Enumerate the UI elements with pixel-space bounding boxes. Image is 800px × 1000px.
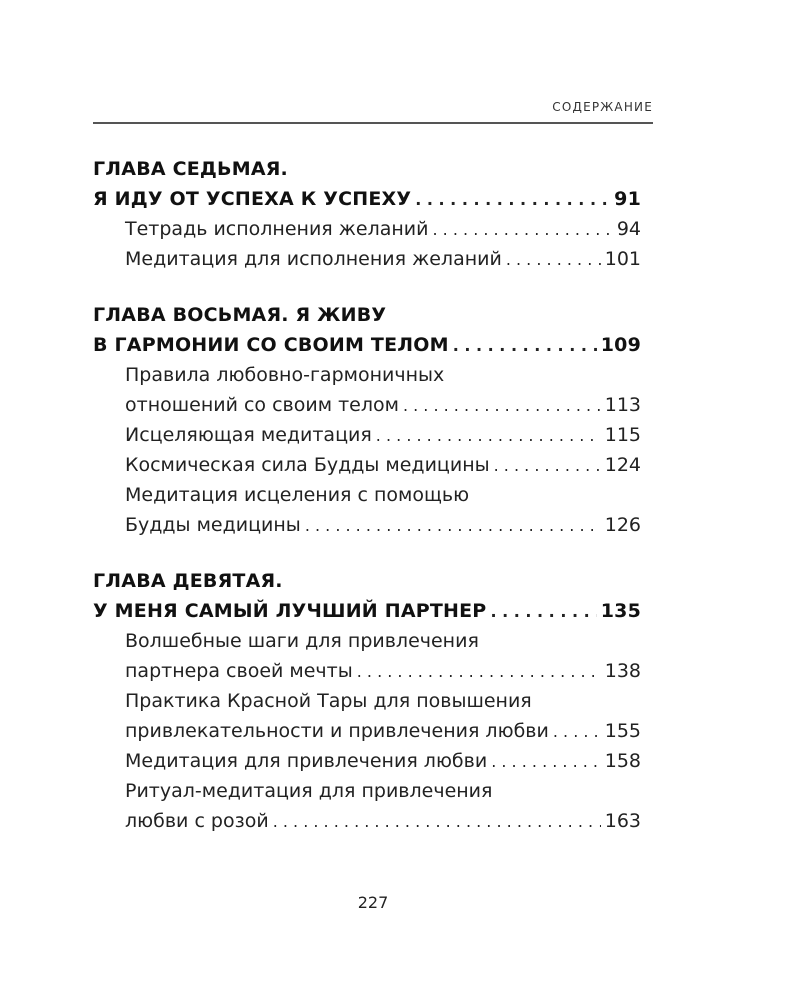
page <box>93 0 653 1000</box>
section-entry[interactable] <box>93 248 641 278</box>
chapter-title: ГЛАВА ВОСЬМАЯ. Я ЖИВУ <box>93 304 387 326</box>
section-page: 115 <box>604 424 641 446</box>
section-page: 126 <box>604 514 641 536</box>
section-entry[interactable] <box>93 720 641 750</box>
chapter-title: ГЛАВА СЕДЬМАЯ. <box>93 158 288 180</box>
dot-leader <box>433 220 613 239</box>
section-entry[interactable] <box>93 394 641 424</box>
section-title: Космическая сила Будды медицины <box>125 454 490 476</box>
section-page: 113 <box>604 394 641 416</box>
section-entry[interactable] <box>93 218 641 248</box>
section-title-line <box>93 364 641 394</box>
section-title: Медитация для привлечения любви <box>125 750 488 772</box>
chapter-seven <box>93 158 641 278</box>
section-page: 101 <box>604 248 641 270</box>
section-title-line <box>93 690 641 720</box>
section-entry[interactable] <box>93 660 641 690</box>
running-head: СОДЕРЖАНИЕ <box>552 100 653 114</box>
chapter-entry[interactable] <box>93 600 641 630</box>
chapter-entry[interactable] <box>93 188 641 218</box>
chapter-title-line <box>93 570 641 600</box>
dot-leader <box>490 602 596 621</box>
dot-leader <box>357 662 601 681</box>
section-title: Медитация исцеления с помощью <box>125 484 470 506</box>
section-entry[interactable] <box>93 514 641 544</box>
section-page: 163 <box>604 810 641 832</box>
section-title: отношений со своим телом <box>125 394 399 416</box>
dot-leader <box>491 752 601 771</box>
section-entry[interactable] <box>93 424 641 454</box>
table-of-contents <box>93 158 641 866</box>
chapter-title: ГЛАВА ДЕВЯТАЯ. <box>93 570 283 592</box>
section-title: привлекательности и привлечения любви <box>125 720 549 742</box>
dot-leader <box>453 336 597 355</box>
chapter-title: В ГАРМОНИИ СО СВОИМ ТЕЛОМ <box>93 334 449 356</box>
chapter-title: У МЕНЯ САМЫЙ ЛУЧШИЙ ПАРТНЕР <box>93 600 487 622</box>
chapter-page: 91 <box>614 188 641 210</box>
header-rule <box>93 122 653 124</box>
dot-leader <box>273 812 601 831</box>
section-page: 158 <box>604 750 641 772</box>
section-title: Ритуал-медитация для привлечения <box>125 780 493 802</box>
section-title-line <box>93 630 641 660</box>
section-page: 138 <box>604 660 641 682</box>
section-title-line <box>93 484 641 514</box>
section-title: Будды медицины <box>125 514 301 536</box>
section-entry[interactable] <box>93 750 641 780</box>
chapter-entry[interactable] <box>93 334 641 364</box>
section-page: 94 <box>616 218 641 240</box>
dot-leader <box>415 190 610 209</box>
section-page: 124 <box>604 454 641 476</box>
section-title-line <box>93 780 641 810</box>
section-title: Волшебные шаги для привлечения <box>125 630 479 652</box>
section-entry[interactable] <box>93 810 641 840</box>
page-number: 227 <box>357 893 389 912</box>
section-page: 155 <box>604 720 641 742</box>
chapter-title-line <box>93 158 641 188</box>
chapter-title: Я ИДУ ОТ УСПЕХА К УСПЕХУ <box>93 188 412 210</box>
section-title: Исцеляющая медитация <box>125 424 372 446</box>
dot-leader <box>376 426 601 445</box>
section-title: любви с розой <box>125 810 269 832</box>
dot-leader <box>506 250 601 269</box>
dot-leader <box>494 456 601 475</box>
chapter-nine <box>93 570 641 840</box>
section-title: Тетрадь исполнения желаний <box>125 218 429 240</box>
chapter-page: 135 <box>600 600 641 622</box>
section-title: Практика Красной Тары для повышения <box>125 690 532 712</box>
dot-leader <box>305 516 601 535</box>
section-title: Правила любовно-гармоничных <box>125 364 445 386</box>
dot-leader <box>553 722 601 741</box>
dot-leader <box>403 396 601 415</box>
chapter-eight <box>93 304 641 544</box>
section-title: Медитация для исполнения желаний <box>125 248 502 270</box>
section-entry[interactable] <box>93 454 641 484</box>
chapter-title-line <box>93 304 641 334</box>
chapter-page: 109 <box>600 334 641 356</box>
section-title: партнера своей мечты <box>125 660 353 682</box>
